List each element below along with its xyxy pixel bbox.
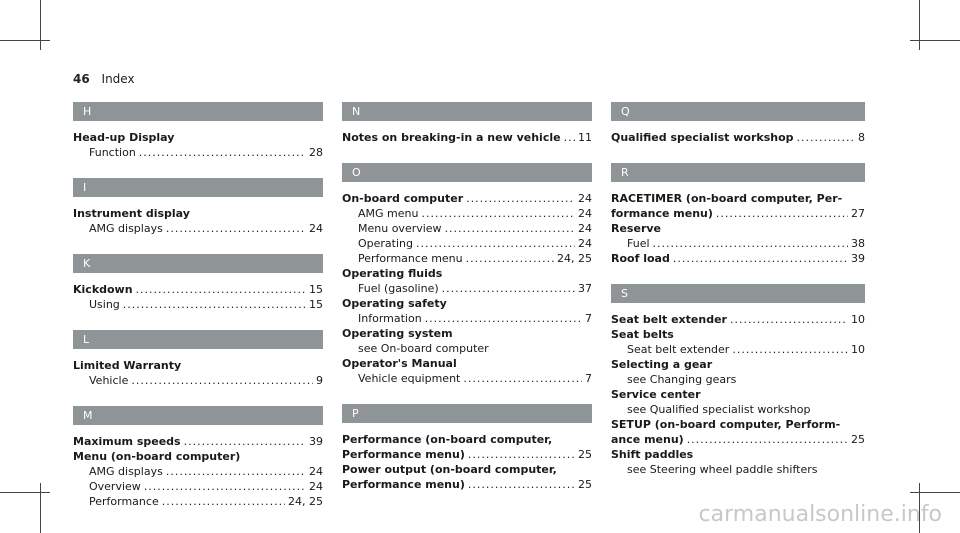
index-subentry-text: Overview — [89, 480, 141, 493]
dot-leader — [466, 251, 554, 266]
index-term[interactable] — [611, 447, 865, 462]
dot-leader — [166, 464, 306, 479]
index-entry — [73, 282, 323, 312]
index-term[interactable] — [611, 417, 865, 432]
dot-leader — [468, 447, 575, 462]
index-term[interactable] — [611, 130, 865, 145]
index-term-text: Performance menu) — [342, 448, 465, 461]
index-entry — [611, 312, 865, 327]
index-entry — [611, 221, 865, 251]
section-letter: P — [342, 404, 592, 423]
index-subentry-text: Performance menu — [358, 252, 463, 265]
index-term[interactable] — [342, 191, 592, 206]
crop-mark — [0, 492, 50, 493]
index-term-text: formance menu) — [611, 207, 713, 220]
index-term-text: Performance (on-board computer, — [342, 433, 553, 446]
index-subentry-text: Operating — [358, 237, 413, 250]
index-term-text: Operating safety — [342, 297, 447, 310]
index-entry — [73, 130, 323, 160]
index-subentry-text: Seat belt extender — [627, 343, 730, 356]
section-title: Index — [101, 72, 135, 86]
page-ref: 24 — [578, 237, 592, 250]
page-ref: 38 — [851, 237, 865, 250]
index-term-text: Kickdown — [73, 283, 133, 296]
page-ref: 25 — [578, 478, 592, 491]
index-term[interactable] — [73, 358, 323, 373]
index-term-text: Seat belt extender — [611, 313, 727, 326]
index-subentry[interactable] — [73, 464, 323, 479]
page-ref: 15 — [309, 283, 323, 296]
index-subentry[interactable] — [611, 236, 865, 251]
index-term-text: Roof load — [611, 252, 670, 265]
section-letter: Q — [611, 102, 865, 121]
index-term-text: Menu (on-board computer) — [73, 450, 241, 463]
index-term[interactable] — [611, 327, 865, 342]
dot-leader — [732, 342, 848, 357]
index-entry — [611, 447, 865, 477]
crop-mark — [0, 40, 50, 41]
index-term-text: Operator's Manual — [342, 357, 457, 370]
index-entry — [73, 358, 323, 388]
index-subentry-text: AMG displays — [89, 465, 163, 478]
page-ref: 10 — [851, 313, 865, 326]
index-term-text: Notes on breaking-in a new vehicle — [342, 131, 561, 144]
see-reference[interactable]: see Steering wheel paddle shifters — [627, 463, 818, 476]
section-letter: N — [342, 102, 592, 121]
see-reference[interactable]: see On-board computer — [358, 342, 489, 355]
page-ref: 11 — [578, 131, 592, 144]
index-entry — [342, 191, 592, 266]
index-term-text: Service center — [611, 388, 701, 401]
index-subentry[interactable] — [342, 371, 592, 386]
index-term-text: Maximum speeds — [73, 435, 181, 448]
page-ref: 10 — [851, 343, 865, 356]
index-column-3 — [611, 102, 865, 477]
index-subentry[interactable] — [73, 297, 323, 312]
dot-leader — [416, 236, 575, 251]
index-entry — [611, 357, 865, 387]
dot-leader — [162, 494, 285, 509]
index-subentry[interactable] — [73, 145, 323, 160]
page-ref: 28 — [309, 146, 323, 159]
index-entry — [611, 191, 865, 221]
index-term-text: Operating fluids — [342, 267, 443, 280]
dot-leader — [123, 297, 306, 312]
page-ref: 24, 25 — [557, 252, 592, 265]
dot-leader — [442, 281, 575, 296]
dot-leader — [468, 477, 575, 492]
dot-leader — [564, 130, 575, 145]
index-term-text: Instrument display — [73, 207, 190, 220]
index-term[interactable] — [342, 462, 592, 477]
index-term[interactable] — [611, 206, 865, 221]
section-letter: O — [342, 163, 592, 182]
index-column-2 — [342, 102, 592, 492]
page-ref: 39 — [309, 435, 323, 448]
dot-leader — [466, 191, 575, 206]
index-entry — [611, 417, 865, 447]
index-subentry[interactable] — [73, 373, 323, 388]
dot-leader — [463, 371, 582, 386]
page-ref: 7 — [585, 372, 592, 385]
index-term-text: Head-up Display — [73, 131, 175, 144]
index-term[interactable] — [73, 449, 323, 464]
dot-leader — [131, 373, 313, 388]
index-term[interactable] — [611, 312, 865, 327]
index-subentry[interactable] — [342, 206, 592, 221]
dot-leader — [653, 236, 848, 251]
see-reference[interactable]: see Qualified specialist workshop — [627, 403, 811, 416]
index-subentry[interactable] — [342, 311, 592, 326]
index-entry — [611, 387, 865, 417]
dot-leader — [687, 432, 848, 447]
index-entry — [342, 326, 592, 356]
dot-leader — [797, 130, 855, 145]
index-entry — [342, 296, 592, 326]
index-column-1 — [73, 102, 323, 509]
index-entry — [342, 432, 592, 462]
index-term-text: On-board computer — [342, 192, 464, 205]
page-ref: 15 — [309, 298, 323, 311]
index-entry — [342, 356, 592, 386]
index-term[interactable] — [342, 130, 592, 145]
page-ref: 24 — [309, 480, 323, 493]
crop-mark — [910, 492, 960, 493]
index-term[interactable] — [73, 282, 323, 297]
section-letter: M — [73, 406, 323, 425]
index-term[interactable] — [342, 296, 592, 311]
dot-leader — [421, 206, 575, 221]
index-term[interactable] — [342, 447, 592, 462]
page-ref: 24 — [578, 222, 592, 235]
dot-leader — [136, 282, 306, 297]
index-term[interactable] — [611, 251, 865, 266]
index-entry — [342, 462, 592, 492]
crop-mark — [40, 483, 41, 533]
index-entry — [611, 251, 865, 266]
index-term-text: Power output (on-board computer, — [342, 463, 557, 476]
page-ref: 8 — [858, 131, 865, 144]
index-subentry-text: AMG displays — [89, 222, 163, 235]
index-entry — [342, 266, 592, 296]
page-ref: 37 — [578, 282, 592, 295]
page-ref: 24 — [578, 192, 592, 205]
page-ref: 27 — [851, 207, 865, 220]
index-term-text: Performance menu) — [342, 478, 465, 491]
index-entry — [611, 327, 865, 357]
index-subentry[interactable] — [342, 221, 592, 236]
page-ref: 39 — [851, 252, 865, 265]
index-subentry[interactable] — [342, 281, 592, 296]
page-ref: 9 — [316, 374, 323, 387]
index-subentry-text: AMG menu — [358, 207, 419, 220]
index-subentry-text: Vehicle equipment — [358, 372, 461, 385]
index-term[interactable] — [73, 434, 323, 449]
index-term[interactable] — [611, 191, 865, 206]
crop-mark — [40, 0, 41, 50]
index-term[interactable] — [73, 206, 323, 221]
see-reference[interactable]: see Changing gears — [627, 373, 737, 386]
index-term-text: Operating system — [342, 327, 453, 340]
index-term-text: Qualified specialist workshop — [611, 131, 794, 144]
section-letter: K — [73, 254, 323, 273]
index-subentry[interactable] — [342, 236, 592, 251]
page-ref: 7 — [585, 312, 592, 325]
index-entry — [73, 449, 323, 509]
index-term-text: SETUP (on-board computer, Perform- — [611, 418, 841, 431]
index-subentry-text: Function — [89, 146, 136, 159]
index-subentry-text: Menu overview — [358, 222, 442, 235]
index-term[interactable] — [73, 130, 323, 145]
index-subentry[interactable] — [73, 221, 323, 236]
index-term-text: Shift paddles — [611, 448, 694, 461]
index-term-text: Reserve — [611, 222, 661, 235]
index-term[interactable] — [611, 432, 865, 447]
page-ref: 25 — [851, 433, 865, 446]
index-term[interactable] — [611, 221, 865, 236]
section-letter: S — [611, 284, 865, 303]
page-ref: 25 — [578, 448, 592, 461]
index-subentry[interactable] — [342, 251, 592, 266]
index-term-text: Seat belts — [611, 328, 674, 341]
index-subentry-text: Vehicle — [89, 374, 129, 387]
section-letter: R — [611, 163, 865, 182]
index-subentry-text: Information — [358, 312, 422, 325]
index-entry — [611, 130, 865, 145]
page-ref: 24 — [578, 207, 592, 220]
index-term[interactable] — [342, 356, 592, 371]
dot-leader — [730, 312, 848, 327]
crop-mark — [919, 0, 920, 50]
index-subentry-text: Using — [89, 298, 120, 311]
dot-leader — [184, 434, 306, 449]
index-entry — [342, 130, 592, 145]
index-term-text: ance menu) — [611, 433, 684, 446]
index-term[interactable] — [342, 326, 592, 341]
index-term-text: RACETIMER (on-board computer, Per- — [611, 192, 843, 205]
index-term[interactable] — [611, 387, 865, 402]
crop-mark — [910, 40, 960, 41]
index-term[interactable] — [611, 357, 865, 372]
index-subentry-text: Fuel (gasoline) — [358, 282, 439, 295]
section-letter: L — [73, 330, 323, 349]
page-ref: 24 — [309, 465, 323, 478]
dot-leader — [673, 251, 848, 266]
dot-leader — [166, 221, 306, 236]
page-ref: 24 — [309, 222, 323, 235]
page-header — [73, 72, 135, 86]
section-letter: I — [73, 178, 323, 197]
index-entry — [73, 434, 323, 449]
dot-leader — [144, 479, 306, 494]
dot-leader — [425, 311, 582, 326]
page-ref: 24, 25 — [288, 495, 323, 508]
dot-leader — [716, 206, 848, 221]
index-subentry[interactable] — [611, 342, 865, 357]
dot-leader — [139, 145, 306, 160]
index-subentry[interactable] — [73, 479, 323, 494]
index-term[interactable] — [342, 266, 592, 281]
section-letter: H — [73, 102, 323, 121]
index-term[interactable] — [342, 432, 592, 447]
page-number: 46 — [73, 72, 90, 86]
index-term[interactable] — [342, 477, 592, 492]
index-entry — [73, 206, 323, 236]
index-term-text: Limited Warranty — [73, 359, 182, 372]
index-term-text: Selecting a gear — [611, 358, 713, 371]
index-subentry-text: Fuel — [627, 237, 650, 250]
index-subentry-text: Performance — [89, 495, 159, 508]
dot-leader — [445, 221, 575, 236]
watermark: carmanualsonline.info — [698, 502, 942, 527]
index-subentry[interactable] — [73, 494, 323, 509]
